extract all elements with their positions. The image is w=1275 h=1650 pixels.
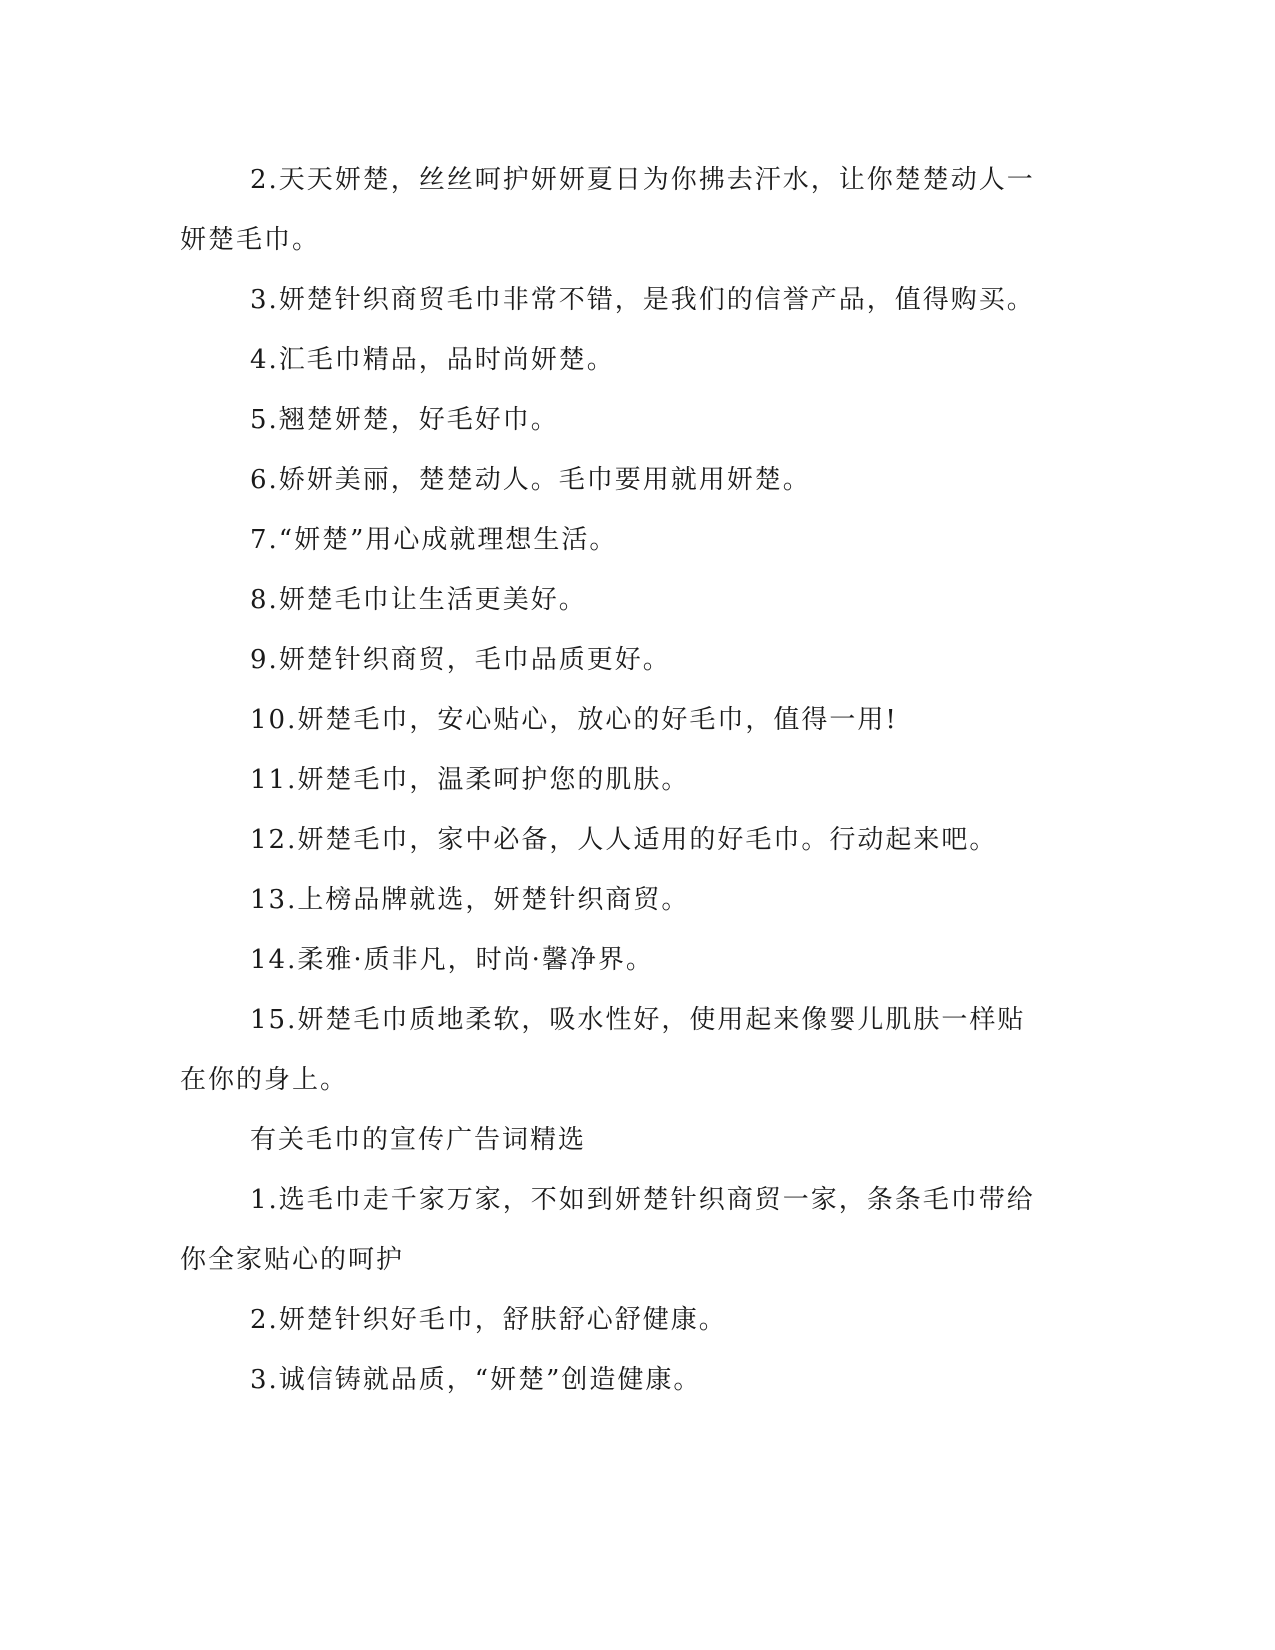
- slogan-paragraph: 2.妍楚针织好毛巾，舒肤舒心舒健康。: [250, 1305, 727, 1335]
- slogan-paragraph: 5.翘楚妍楚，好毛好巾。: [250, 405, 559, 435]
- slogan-paragraph: 3.妍楚针织商贸毛巾非常不错，是我们的信誉产品，值得购买。: [250, 285, 1035, 315]
- slogan-paragraph: 10.妍楚毛巾，安心贴心，放心的好毛巾，值得一用!: [250, 705, 898, 735]
- slogan-paragraph: 12.妍楚毛巾，家中必备，人人适用的好毛巾。行动起来吧。: [250, 825, 998, 855]
- slogan-paragraph: 11.妍楚毛巾，温柔呵护您的肌肤。: [250, 765, 690, 795]
- slogan-paragraph: 13.上榜品牌就选，妍楚针织商贸。: [250, 885, 690, 915]
- slogan-paragraph: 15.妍楚毛巾质地柔软，吸水性好，使用起来像婴儿肌肤一样贴在你的身上。: [180, 1005, 1026, 1095]
- slogan-paragraph: 3.诚信铸就品质，“妍楚”创造健康。: [250, 1365, 702, 1395]
- slogan-paragraph: 7.“妍楚”用心成就理想生活。: [250, 525, 618, 555]
- slogan-paragraph: 2.天天妍楚，丝丝呵护妍妍夏日为你拂去汗水，让你楚楚动人一妍楚毛巾。: [180, 165, 1035, 255]
- section-heading: 有关毛巾的宣传广告词精选: [250, 1125, 587, 1155]
- slogan-paragraph: 8.妍楚毛巾让生活更美好。: [250, 585, 587, 615]
- slogan-paragraph: 1.选毛巾走千家万家，不如到妍楚针织商贸一家，条条毛巾带给你全家贴心的呵护: [180, 1185, 1035, 1275]
- slogan-paragraph: 14.柔雅·质非凡，时尚·馨净界。: [250, 945, 654, 975]
- slogan-paragraph: 6.娇妍美丽，楚楚动人。毛巾要用就用妍楚。: [250, 465, 811, 495]
- slogan-paragraph: 4.汇毛巾精品，品时尚妍楚。: [250, 345, 615, 375]
- document-page: [180, 150, 1035, 1410]
- slogan-paragraph: 9.妍楚针织商贸，毛巾品质更好。: [250, 645, 671, 675]
